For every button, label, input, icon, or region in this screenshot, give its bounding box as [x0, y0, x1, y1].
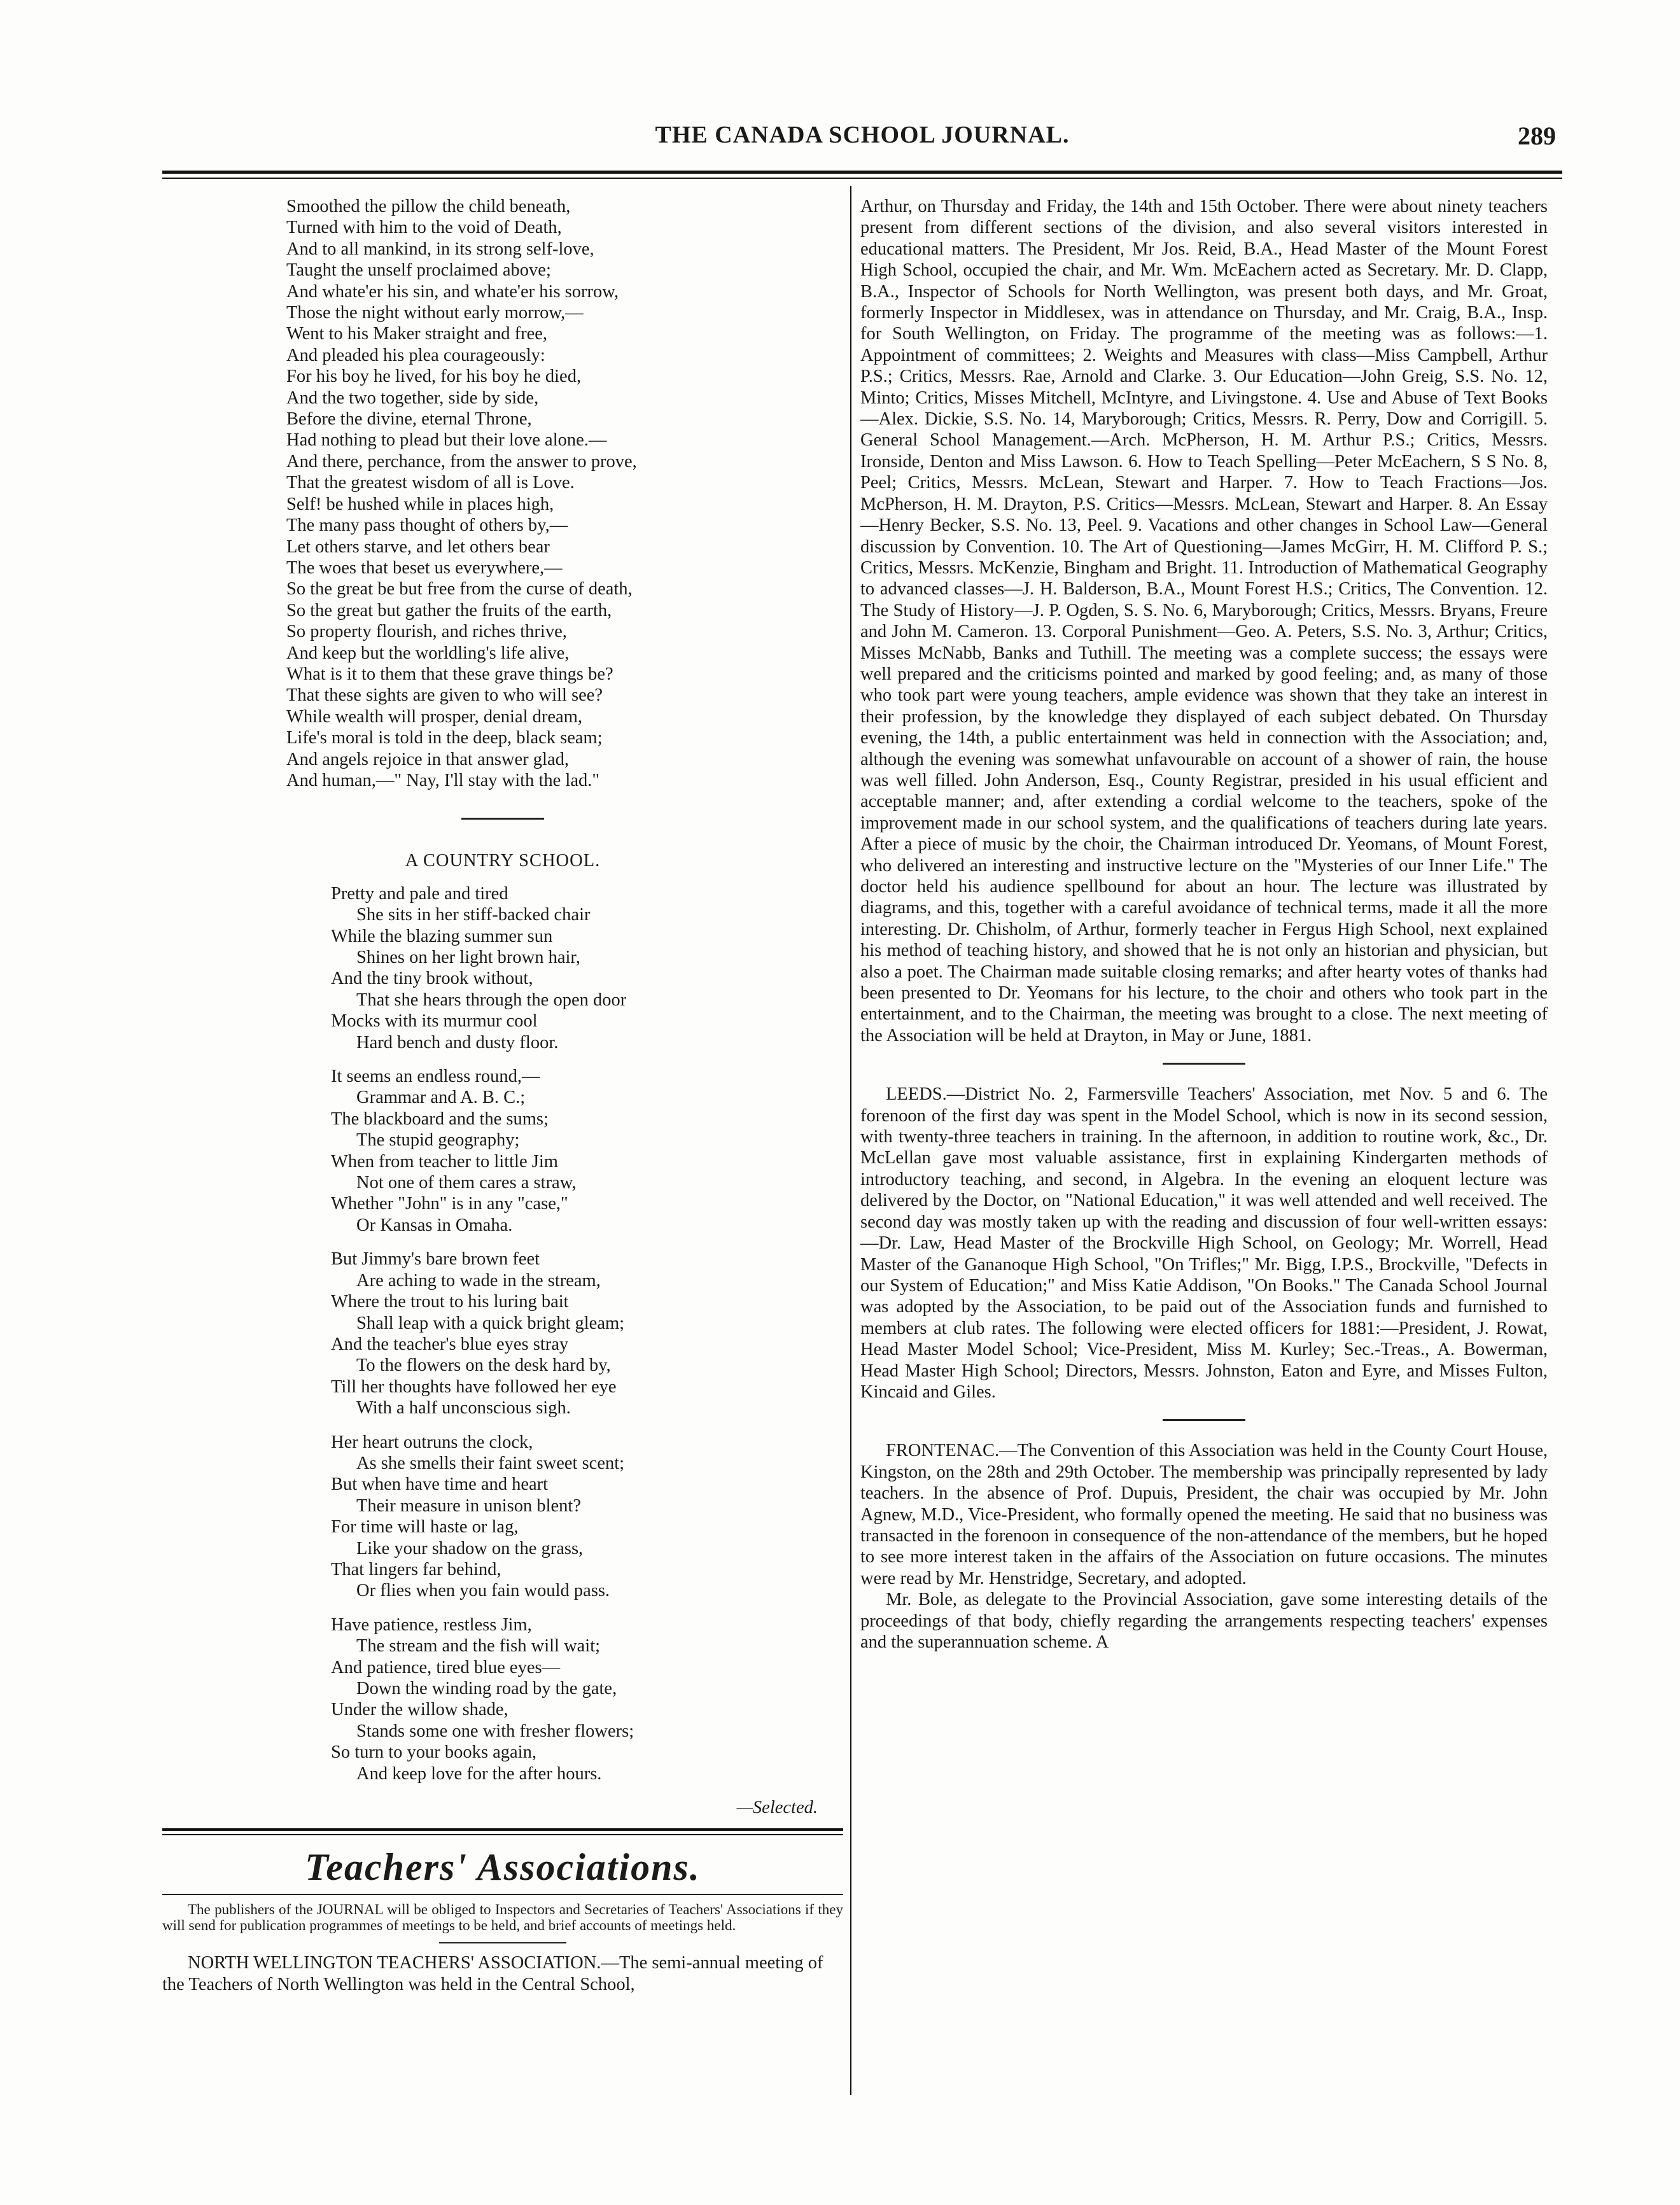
country-school-poem	[162, 883, 843, 1784]
poem-line: She sits in her stiff-backed chair	[356, 905, 591, 925]
poem-line: Her heart outruns the clock,	[331, 1432, 533, 1452]
poem-line: And there, perchance, from the answer to prove,	[286, 451, 637, 472]
poem-line: Not one of them cares a straw,	[356, 1173, 577, 1193]
poem-line: Like your shadow on the grass,	[356, 1538, 584, 1558]
poem-line: Under the willow shade,	[331, 1700, 508, 1720]
poem-line: Are aching to wade in the stream,	[356, 1270, 601, 1291]
bole-paragraph: Mr. Bole, as delegate to the Provincial Association, gave some interesting details of the proceedings of that body, chiefly regarding the arrangements respecting teachers' expenses and the superannuation scheme. A	[860, 1590, 1548, 1652]
column-divider	[850, 186, 851, 2095]
poem-line: And angels rejoice in that answer glad,	[286, 749, 569, 769]
north-wellington-heading: NORTH WELLINGTON TEACHERS' ASSOCIATION.	[188, 1953, 601, 1973]
poem-line: And human,—" Nay, I'll stay with the lad."	[286, 770, 599, 790]
poem-line: Smoothed the pillow the child beneath,	[286, 197, 571, 216]
poem-line: Mocks with its murmur cool	[331, 1011, 538, 1032]
poem-line: Or flies when you fain would pass.	[356, 1581, 610, 1601]
leeds-heading: LEEDS.	[886, 1084, 947, 1105]
poem-separator	[461, 818, 544, 820]
poem-line: Or Kansas in Omaha.	[356, 1215, 513, 1235]
north-wellington-report	[162, 1952, 843, 1995]
poem-line: Where the trout to his luring bait	[331, 1292, 569, 1312]
frontenac-body: —The Convention of this Association was held in the County Court House, Kingston, on the 28th and 29th October. The membership was principally represented by lady teachers. In the absence of Prof. Dupuis, President, the chair was occupied by Mr. John Agnew, M.D., Vice-President, who formally opened the meeting. He said that no business was transacted in the forenoon in consequence of the non-attendance of the members, but he hoped to see more interest taken in the affairs of the Association on future occasions. The minutes were read by Mr. Henstridge, Secretary, and adopted.	[860, 1441, 1548, 1588]
poem-line: Shall leap with a quick bright gleam;	[356, 1313, 625, 1333]
poem-line: But when have time and heart	[331, 1474, 549, 1495]
poem-line: That these sights are given to who will see?	[286, 685, 603, 706]
poem-line: While the blazing summer sun	[331, 926, 553, 946]
frontenac-report	[860, 1440, 1548, 1589]
poem-line: The woes that beset us everywhere,—	[286, 557, 563, 578]
poem-line: So the great be but free from the curse of death,	[286, 579, 633, 599]
page-header	[162, 121, 1562, 159]
header-rule-thin	[162, 178, 1562, 179]
poem-line: The many pass thought of others by,—	[286, 515, 568, 536]
poem-line: Taught the unself proclaimed above;	[286, 260, 551, 281]
leeds-separator	[1163, 1063, 1245, 1065]
poem-line: Shines on her light brown hair,	[356, 948, 580, 967]
frontenac-heading: FRONTENAC.	[886, 1441, 1000, 1461]
poem-line: It seems an endless round,—	[331, 1067, 540, 1087]
stanza	[331, 1249, 843, 1418]
poem-line: And whate'er his sin, and whate'er his sorrow,	[286, 281, 619, 302]
poem-line: What is it to them that these grave things be?	[286, 664, 613, 684]
poem-line: Self! be hushed while in places high,	[286, 494, 554, 514]
poem-line: Hard bench and dusty floor.	[356, 1032, 559, 1053]
leeds-report	[860, 1084, 1548, 1403]
poem-line: With a half unconscious sigh.	[356, 1398, 571, 1418]
poem-line: The stupid geography;	[356, 1130, 520, 1151]
poem-line: And pleaded his plea courageously:	[286, 345, 545, 365]
poem-line: Let others starve, and let others bear	[286, 536, 550, 557]
poem-line: The stream and the fish will wait;	[356, 1636, 601, 1656]
poem-line: And to all mankind, in its strong self-love,	[286, 239, 594, 259]
poem-line: For his boy he lived, for his boy he died,	[286, 367, 582, 387]
poem-line: Their measure in unison blent?	[356, 1495, 581, 1516]
poem-line: And the tiny brook without,	[331, 969, 533, 989]
poem-line: Had nothing to plead but their love alone.—	[286, 430, 607, 451]
poem-line: Before the divine, eternal Throne,	[286, 409, 532, 430]
right-column	[860, 196, 1548, 1653]
leeds-body: —District No. 2, Farmersville Teachers' Association, met Nov. 5 and 6. The forenoon of the first day was spent in the Model School, which is now in its second session, with twenty-three teachers in training. In the afternoon, in addition to routine work, &c., Dr. McLellan gave most valuable assistance, first in explaining Kindergarten methods of introductory teaching, and second, in Algebra. In the evening an eloquent lecture was delivered by the Doctor, on "National Education," it was well attended and well received. The second day was mostly taken up with the reading and discussion of four well-written essays:—Dr. Law, Head Master of the Brockville High School, on Geology; Mr. Worrell, Head Master of the Gananoque High School, "On Trifles;" Mr. Bigg, I.P.S., Brockville, "Defects in our System of Education;" and Miss Katie Addison, "On Books." The Canada School Journal was adopted by the Association, to be paid out of the Association funds and furnished to members at club rates. The following were elected officers for 1881:—President, J. Rowat, Head Master Model School; Vice-President, Miss M. Kurley; Sec.-Treas., A. Bowerman, Head Master High School; Directors, Messrs. Johnston, Eaton and Eyre, and Misses Fulton, Kincaid and Giles.	[860, 1084, 1548, 1402]
poem-line: So property flourish, and riches thrive,	[286, 622, 567, 642]
poem-line: While wealth will prosper, denial dream,	[286, 706, 582, 727]
poem-line: And the two together, side by side,	[286, 388, 539, 408]
poem-line: That the greatest wisdom of all is Love.	[286, 473, 575, 493]
poem-line: Down the winding road by the gate,	[356, 1679, 617, 1698]
poem-line: Stands some one with fresher flowers;	[356, 1721, 634, 1741]
poem-line: For time will haste or lag,	[331, 1517, 519, 1537]
north-wellington-lead: —The semi-annual meeting of the Teachers of North Wellington was held in the Central School,	[162, 1953, 823, 1994]
poem-line: Have patience, restless Jim,	[331, 1614, 532, 1635]
poem-line: So the great but gather the fruits of the earth,	[286, 600, 612, 620]
poem-line: Life's moral is told in the deep, black seam;	[286, 728, 603, 748]
north-wellington-continued: Arthur, on Thursday and Friday, the 14th and 15th October. There were about ninety teachers present from different sections of the division, and also several visitors interested in educational matters. The President, Mr Jos. Reid, B.A., Head Master of the Mount Forest High School, occupied the chair, and Mr. Wm. McEachern acted as Secretary. Mr. D. Clapp, B.A., Inspector of Schools for North Wellington, was present both days, and Mr. Groat, formerly Inspector in Middlesex, was in attendance on Thursday, and Mr. Craig, B.A., Insp. for South Wellington, on Friday. The programme of the meeting was as follows:—1. Appointment of committees; 2. Weights and Measures with class—Miss Campbell, Arthur P.S.; Critics, Messrs. Rae, Arnold and Clarke. 3. Our Education—John Greig, S.S. No. 12, Minto; Critics, Misses Mitchell, McIntyre, and Livingstone. 4. Use and Abuse of Text Books—Alex. Dickie, S.S. No. 14, Maryborough; Critics, Messrs. R. Perry, Dow and Corrigill. 5. General School Management.—Arch. McPherson, H. M. Arthur P.S.; Critics, Messrs. Ironside, Denton and Miss Lawson. 6. How to Teach Spelling—Peter McEachern, S S No. 8, Peel; Critics, Messrs. McLean, Stewart and Harper. 7. How to Teach Fractions—Jos. McPherson, H. M. Drayton, P.S. Critics—Messrs. McLean, Stewart and Harper. 8. An Essay—Henry Becker, S.S. No. 13, Peel. 9. Vacations and other changes in School Law—General discussion by Convention. 10. The Art of Questioning—James McGirr, H. M. Clifford P. S.; Critics, Messrs. McKenzie, Bingham and Bright. 11. Introduction of Mathematical Geography to advanced classes—J. H. Balderson, B.A., Mount Forest H.S.; Critics, The Convention. 12. The Study of History—J. P. Ogden, S. S. No. 6, Maryborough; Critics, Messrs. Bryans, Freure and John M. Cameron. 13. Corporal Punishment—Geo. A. Peters, S.S. No. 3, Arthur; Critics, Misses McNabb, Banks and Tuthill. The meeting was a complete success; the essays were well prepared and the criticisms pointed and marked by good feeling; and, as many of those who took part were young teachers, ample evidence was shown that they take an interest in their profession, by the knowledge they displayed of each subject debated. On Thursday evening, the 14th, a public entertainment was held in connection with the Association; and, although the evening was somewhat unfavourable on account of a shower of rain, the house was well filled. John Anderson, Esq., County Registrar, presided in his usual efficient and acceptable manner; and, after extending a cordial welcome to the teachers, spoke of the improvement made in our school system, and the qualifications of teachers during late years. After a piece of music by the choir, the Chairman introduced Dr. Yeomans, of Mount Forest, who delivered an interesting and instructive lecture on the "Mysteries of our Inner Life." The doctor held his audience spellbound for about an hour. The lecture was illustrated by diagrams, and this, together with a careful avoidance of technical terms, made it all the more interesting. Dr. Chisholm, of Arthur, formerly teacher in Fergus High School, next explained his method of teaching history, and showed that he is not only an historian and physician, but also a poet. The Chairman made suitable closing remarks; and after hearty votes of thanks had been presented to Dr. Yeomans for his lecture, to the choir and others who took part in the entertainment, and to the Chairman, the meeting was brought to a close. The next meeting of the Association will be held at Drayton, in May or June, 1881.	[860, 197, 1548, 1046]
section-heading-rule	[162, 1894, 843, 1895]
notice-rule	[439, 1942, 566, 1943]
poem-line: And patience, tired blue eyes—	[331, 1657, 561, 1677]
stanza	[331, 883, 843, 1053]
poem-line: Pretty and pale and tired	[331, 883, 508, 904]
page-number: 289	[1518, 122, 1556, 150]
publishers-notice: The publishers of the JOURNAL will be obliged to Inspectors and Secretaries of Teachers' Associations if they will send for publication programmes of meetings to be held, and brief accounts of meetings held.	[162, 1901, 843, 1934]
stanza	[331, 1614, 843, 1784]
header-rule-thick	[162, 171, 1562, 174]
poem-line: That she hears through the open door	[356, 990, 627, 1010]
poem-line: The blackboard and the sums;	[331, 1109, 549, 1129]
poem-line: So turn to your books again,	[331, 1742, 536, 1763]
poem-line: Went to his Maker straight and free,	[286, 324, 548, 344]
stanza	[331, 1066, 843, 1236]
poem-line: Grammar and A. B. C.;	[356, 1088, 526, 1108]
poem-line: But Jimmy's bare brown feet	[331, 1249, 540, 1270]
poem-line: And the teacher's blue eyes stray	[331, 1334, 569, 1354]
poem-line: As she smells their faint sweet scent;	[356, 1453, 625, 1473]
section-heading: Teachers' Associations.	[305, 1846, 701, 1889]
poem-line: That lingers far behind,	[331, 1559, 501, 1579]
poem-line: And keep love for the after hours.	[356, 1763, 602, 1784]
left-column	[162, 196, 843, 1995]
poem-line: Whether "John" is in any "case,"	[331, 1194, 568, 1214]
section-rule	[162, 1828, 843, 1835]
poem-line: To the flowers on the desk hard by,	[356, 1355, 611, 1376]
poem-title: A COUNTRY SCHOOL.	[405, 851, 601, 871]
poem-line: And keep but the worldling's life alive,	[286, 643, 570, 663]
poem-line: Till her thoughts have followed her eye	[331, 1376, 617, 1397]
poem-line: When from teacher to little Jim	[331, 1151, 558, 1172]
poem-continued	[162, 196, 843, 791]
poem-signature: —Selected.	[736, 1798, 818, 1818]
running-title: THE CANADA SCHOOL JOURNAL.	[655, 122, 1070, 148]
poem-line: Those the night without early morrow,—	[286, 303, 584, 323]
frontenac-separator	[1163, 1419, 1245, 1421]
poem-line: Turned with him to the void of Death,	[286, 218, 562, 238]
stanza	[331, 1432, 843, 1602]
